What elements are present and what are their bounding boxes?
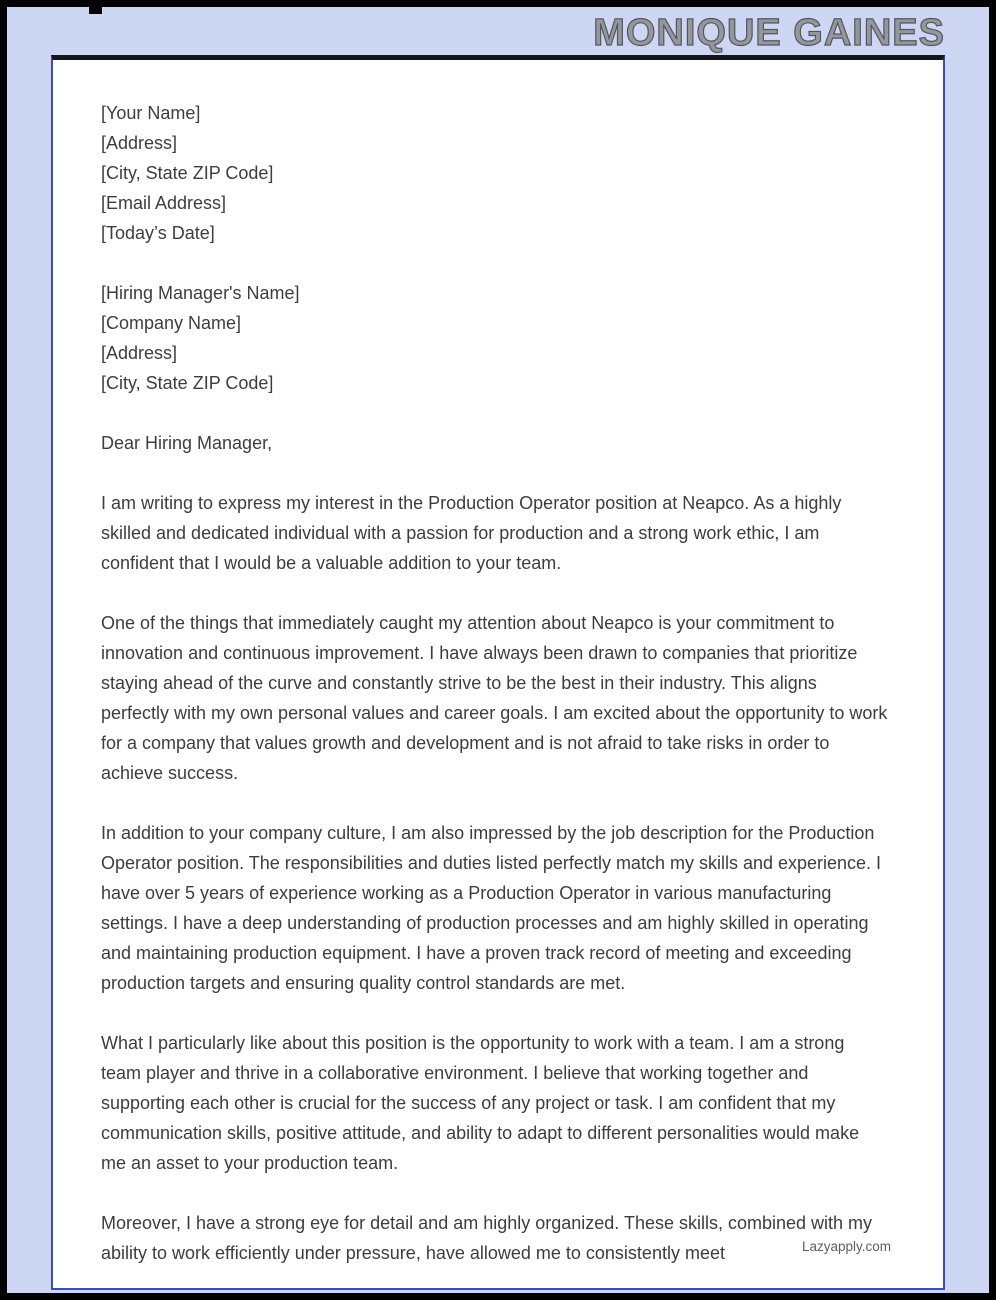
sender-line: [Today’s Date] (101, 223, 215, 243)
letter-header (593, 11, 945, 55)
sender-line: [Your Name] (101, 103, 201, 123)
body-paragraph: One of the things that immediately caught my attention about Neapco is your commitment to innovation and continuous improvement. I have always been drawn to companies that prioritize staying ahead of the curve and constantly strive to be the best in their industry. This aligns perfectly with my own personal values and career goals. I am excited about the opportunity to work for a company that values growth and development and is not afraid to take risks in order to achieve success. (101, 613, 888, 783)
recipient-line: [Company Name] (101, 313, 242, 333)
recipient-block (101, 278, 889, 398)
recipient-line: [City, State ZIP Code] (101, 373, 274, 393)
letter-page (51, 55, 945, 1290)
body-paragraph: I am writing to express my interest in the Production Operator position at Neapco. As a highly skilled and dedicated individual with a passion for production and a strong work ethic, I am confident that I would be a valuable addition to your team. (101, 493, 842, 573)
recipient-line: [Hiring Manager's Name] (101, 283, 300, 303)
body-paragraph: In addition to your company culture, I am also impressed by the job description for the Production Operator position. The responsibilities and duties listed perfectly match my skills and experience. I have over 5 years of experience working as a Production Operator in various manufacturing settings. I have a deep understanding of production processes and am highly skilled in operating and maintaining production equipment. I have a proven track record of meeting and exceeding production targets and ensuring quality control standards are met. (101, 823, 882, 993)
body-paragraph: Moreover, I have a strong eye for detail and am highly organized. These skills, combined with my ability to work efficiently under pressure, have allowed me to consistently meet (101, 1213, 873, 1263)
lazyapply-watermark: Lazyapply.com (801, 1239, 891, 1254)
salutation: Dear Hiring Manager, (101, 433, 273, 453)
sender-line: [City, State ZIP Code] (101, 163, 274, 183)
frame-notch (89, 7, 102, 14)
recipient-line: [Address] (101, 343, 178, 363)
sender-line: [Email Address] (101, 193, 227, 213)
sender-line: [Address] (101, 133, 178, 153)
body-paragraph: What I particularly like about this position is the opportunity to work with a team. I am a strong team player and thrive in a collaborative environment. I believe that working together and supporting each other is crucial for the success of any project or task. I am confident that my communication skills, positive attitude, and ability to adapt to different personalities would make me an asset to your production team. (101, 1033, 860, 1173)
sender-block (101, 98, 889, 248)
candidate-name: MONIQUE GAINES (593, 12, 945, 54)
